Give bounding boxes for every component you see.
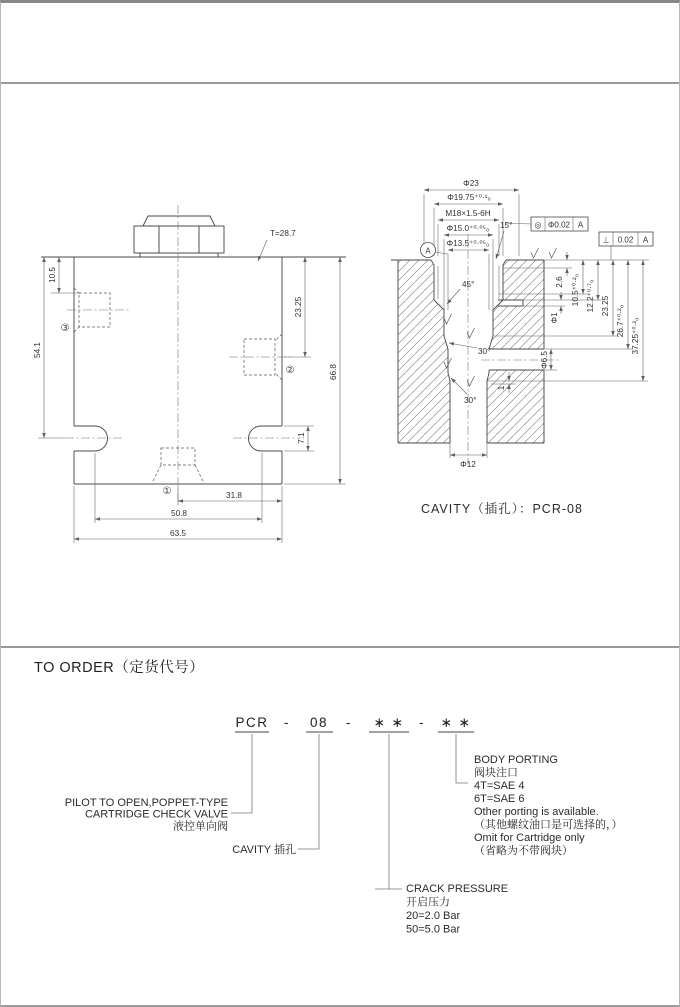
dim-step-label: 1 <box>497 385 506 391</box>
dim-height-right: 66.8 <box>329 364 338 380</box>
dim-d23-25-label: 23.25 <box>601 295 610 317</box>
angle-seat2-label: 30° <box>464 396 477 405</box>
body-outline <box>41 257 346 484</box>
dim-d10-5-label: 10.5⁺⁰·²₀ <box>571 273 580 307</box>
perpendicularity-datum: A <box>642 235 649 245</box>
body-porting-line: （其他螺纹油口是可选择的，） <box>474 819 623 831</box>
body-porting-line: Other porting is available. <box>474 806 599 818</box>
body-porting-line: （省略为不带阀块） <box>474 845 573 857</box>
dim-7-1 <box>284 426 314 451</box>
dim-slot-spacing: 50.8 <box>171 509 187 518</box>
code-dash-2: - <box>346 715 352 730</box>
port-channel-cutout <box>489 349 544 370</box>
valve-type-line: CARTRIDGE CHECK VALVE <box>84 808 228 821</box>
dim-port1-offset: 31.8 <box>226 491 242 500</box>
crack-pressure-line: 20=2.0 Bar <box>406 910 461 922</box>
concentricity-value: Φ0.02 <box>548 220 570 230</box>
page-header-band <box>1 3 679 84</box>
valve-type-block <box>65 797 228 833</box>
body-porting-line: 阀块注口 <box>474 767 518 779</box>
body-porting-block <box>474 754 623 857</box>
dim-port-hole <box>540 349 557 370</box>
technical-drawing <box>1 84 680 646</box>
body-porting-line: 6T=SAE 6 <box>474 793 525 805</box>
surface-roughness-icon <box>531 248 539 258</box>
dim-bore-top-label: Φ23 <box>463 179 479 188</box>
datum-a-label: A <box>425 246 431 256</box>
dim-bore13-label: Φ13.5⁺⁰·⁰⁵₀ <box>446 239 490 248</box>
dim-port3-offset: 10.5 <box>48 267 57 283</box>
dim-thread-label: M18×1.5-6H <box>445 209 491 218</box>
crack-pressure-line: 50=5.0 Bar <box>406 923 461 936</box>
dim-bottom-hole-label: Φ12 <box>460 460 476 469</box>
surface-roughness-icon <box>549 248 557 258</box>
centerlines <box>65 205 301 505</box>
port-1-label: ① <box>162 486 172 497</box>
dim-23-25 <box>284 257 311 357</box>
dim-counterbore-label: Φ19.75⁺⁰·¹₀ <box>447 193 491 202</box>
dim-port-hole-label: Φ6.5 <box>540 351 549 369</box>
dim-d37-25-label: 37.25⁺⁰·²₀ <box>631 317 640 355</box>
dim-height-left: 54.1 <box>33 342 42 358</box>
front-view <box>33 205 346 543</box>
leader-lines <box>231 734 468 889</box>
code-porting: ∗ ∗ <box>440 715 472 730</box>
code-cavity: 08 <box>309 715 329 730</box>
concentricity-icon: ◎ <box>534 220 542 230</box>
code-family: PCR <box>235 715 269 730</box>
order-code <box>235 715 474 732</box>
order-heading: TO ORDER（定货代号） <box>34 660 205 676</box>
angle-chamfer-label: 45° <box>462 280 475 289</box>
dim-d2-6-label: 2.6 <box>555 276 564 288</box>
cavity-code-label: CAVITY 插孔 <box>232 844 296 856</box>
dim-bottom-hole <box>450 443 487 469</box>
perpendicularity-value: 0.02 <box>617 235 634 245</box>
dim-d26-7-label: 26.7⁺⁰·²₀ <box>616 304 625 338</box>
torque-note-label: T=28.7 <box>270 229 296 238</box>
cavity-view <box>391 179 653 516</box>
valve-type-line: PILOT TO OPEN,POPPET-TYPE <box>64 797 228 809</box>
body-porting-line: BODY PORTING <box>474 754 558 766</box>
port-3-label: ③ <box>60 323 70 334</box>
dim-bore15-label: Φ15.0⁺⁰·⁰⁵₀ <box>446 224 490 233</box>
perpendicularity-icon: ⊥ <box>602 235 610 245</box>
code-dash-1: - <box>284 715 290 730</box>
angle-mouth-label: 15° <box>500 221 513 230</box>
crack-pressure-block <box>406 883 508 936</box>
perpendicularity-frame <box>599 232 653 260</box>
concentricity-datum: A <box>577 220 584 230</box>
order-area <box>1 648 679 1005</box>
dim-pilot-hole-label: Φ1 <box>550 312 559 324</box>
angle-seat-label: 30° <box>478 347 491 356</box>
dim-slot-width: 7.1 <box>297 432 306 444</box>
cavity-caption: CAVITY（插孔）：PCR-08 <box>421 502 583 516</box>
pilot-channel-cutout <box>497 300 523 306</box>
dim-body-width: 63.5 <box>170 529 186 538</box>
torque-note <box>258 229 296 261</box>
dim-54-1 <box>33 257 65 438</box>
code-dash-3: - <box>419 715 425 730</box>
body-porting-line: 4T=SAE 4 <box>474 780 525 792</box>
code-pressure: ∗ ∗ <box>373 715 405 730</box>
crack-pressure-line: CRACK PRESSURE <box>406 883 509 895</box>
angle-mouth <box>496 221 512 259</box>
valve-type-line: 液控单向阀 <box>173 820 228 833</box>
dim-port2-offset: 23.25 <box>294 296 303 318</box>
dim-31-8 <box>178 486 282 543</box>
hex-nut <box>134 216 224 257</box>
body-porting-line: Omit for Cartridge only <box>474 832 585 844</box>
dim-d12-2-label: 12.2⁺⁰·⁷₀ <box>586 279 595 313</box>
order-diagram <box>1 648 680 1005</box>
concentricity-frame <box>505 217 588 231</box>
port-2-label: ② <box>285 365 295 376</box>
drawing-section <box>1 84 679 648</box>
crack-pressure-line: 开启压力 <box>406 896 450 909</box>
dim-50-8 <box>95 453 262 523</box>
